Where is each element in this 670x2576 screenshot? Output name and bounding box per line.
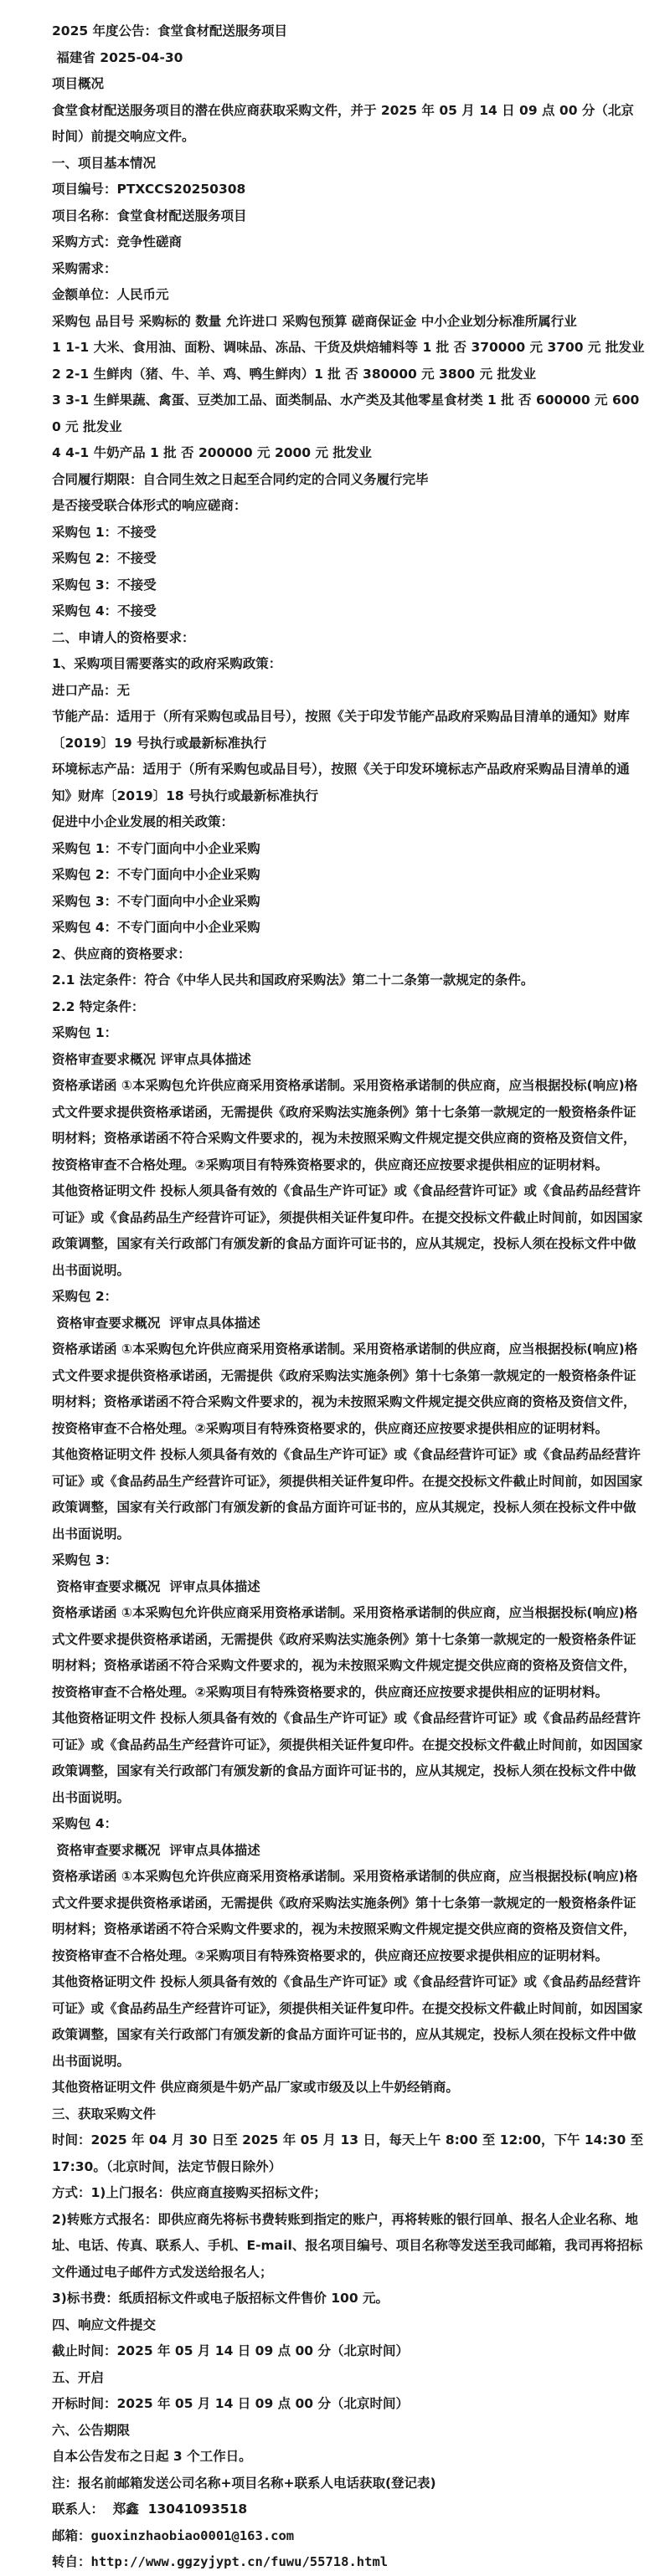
text-line: 资格承诺函 ①本采购包允许供应商采用资格承诺制。采用资格承诺制的供应商，应当根据投标(响应)格式文件要求提供资格承诺函，无需提供《政府采购法实施条例》第十七条第一款规定的一般资格条件证明材料；资格承诺函不符合采购文件要求的，视为未按照采购文件规定提交供应商的资格及资信文件，按资格审查不合格处理。②采购项目有特殊资格要求的，供应商还应按要求提供相应的证明材料。 [52, 1342, 638, 1436]
text-line: 资格审查要求概况 评审点具体描述 [52, 1842, 260, 1858]
text-line: 项目概况 [52, 76, 105, 91]
text-line: 其他资格证明文件 投标人须具备有效的《食品生产许可证》或《食品经营许可证》或《食品药品经营许可证》或《食品药品生产经营许可证》，须提供相关证件复印件。在提交投标文件截止时间前，如因国家政策调整，国家有关行政部门有颁发新的食品方面许可证书的，应从其规定，投标人须在投标文件中做出书面说明。 [52, 1974, 643, 2069]
text-line: 1 1-1 大米、食用油、面粉、调味品、冻品、干货及烘焙辅料等 1 批 否 370000 元 3700 元 批发业 [52, 340, 645, 355]
text-line: 开标时间：2025 年 05 月 14 日 09 点 00 分（北京时间） [52, 2396, 409, 2411]
text-line: 其他资格证明文件 投标人须具备有效的《食品生产许可证》或《食品经营许可证》或《食品药品经营许可证》或《食品药品生产经营许可证》，须提供相关证件复印件。在提交投标文件截止时间前，如因国家政策调整，国家有关行政部门有颁发新的食品方面许可证书的，应从其规定，投标人须在投标文件中做出书面说明。 [52, 1183, 643, 1278]
text-line: 4 4-1 牛奶产品 1 批 否 200000 元 2000 元 批发业 [52, 445, 372, 460]
text-line: 采购包 4：不接受 [52, 603, 157, 618]
text-line: 二、申请人的资格要求： [52, 629, 195, 645]
source-label: 转自： [52, 2554, 91, 2569]
text-line: 是否接受联合体形式的响应磋商： [52, 498, 247, 513]
text-line: 联系人： 郑鑫 13041093518 [52, 2502, 248, 2517]
text-line: 采购包 4： [52, 1816, 118, 1831]
text-line: 方式：1)上门报名：供应商直接购买招标文件； [52, 2185, 327, 2200]
text-line: 采购包 3：不专门面向中小企业采购 [52, 893, 260, 909]
text-line: 采购方式：竞争性磋商 [52, 234, 183, 249]
text-line: 2 2-1 生鲜肉（猪、牛、羊、鸡、鸭生鲜肉）1 批 否 380000 元 3800 元 批发业 [52, 366, 536, 382]
text-line: 促进中小企业发展的相关政策： [52, 814, 234, 829]
announcement-body [52, 18, 648, 2523]
text-line: 采购包 1：不专门面向中小企业采购 [52, 840, 260, 856]
email-address[interactable]: guoxinzhaobiao0001@163.com [90, 2527, 295, 2543]
text-line: 2)转账方式报名：即供应商先将标书费转账到指定的账户，再将转账的银行回单、报名人企业名称、地址、电话、传真、联系人、手机、E-mail、报名项目编号、项目名称等发送至我司邮箱，我司再将招标文件通过电子邮件方式发送给报名人； [52, 2211, 643, 2280]
text-line: 资格承诺函 ①本采购包允许供应商采用资格承诺制。采用资格承诺制的供应商，应当根据投标(响应)格式文件要求提供资格承诺函，无需提供《政府采购法实施条例》第十七条第一款规定的一般资格条件证明材料；资格承诺函不符合采购文件要求的，视为未按照采购文件规定提交供应商的资格及资信文件，按资格审查不合格处理。②采购项目有特殊资格要求的，供应商还应按要求提供相应的证明材料。 [52, 1869, 638, 1963]
text-line: 其他资格证明文件 投标人须具备有效的《食品生产许可证》或《食品经营许可证》或《食品药品经营许可证》或《食品药品生产经营许可证》，须提供相关证件复印件。在提交投标文件截止时间前，如因国家政策调整，国家有关行政部门有颁发新的食品方面许可证书的，应从其规定，投标人须在投标文件中做出书面说明。 [52, 1711, 643, 1805]
text-line: 注：报名前邮箱发送公司名称+项目名称+联系人电话获取(登记表) [52, 2475, 436, 2491]
text-line: 采购包 2：不专门面向中小企业采购 [52, 867, 260, 882]
email-label: 邮箱： [52, 2527, 91, 2543]
text-line: 环境标志产品：适用于（所有采购包或品目号），按照《关于印发环境标志产品政府采购品目清单的通知》财库〔2019〕18 号执行或最新标准执行 [52, 762, 630, 803]
text-line: 采购包 品目号 采购标的 数量 允许进口 采购包预算 磋商保证金 中小企业划分标准所属行业 [52, 313, 577, 329]
text-line: 2.1 法定条件：符合《中华人民共和国政府采购法》第二十二条第一款规定的条件。 [52, 972, 534, 988]
text-line: 2.2 特定条件： [52, 998, 145, 1014]
text-line: 采购包 2：不接受 [52, 551, 157, 566]
text-line: 3)标书费：纸质招标文件或电子版招标文件售价 100 元。 [52, 2291, 389, 2306]
text-line: 采购包 4：不专门面向中小企业采购 [52, 920, 260, 935]
text-line: 金额单位：人民币元 [52, 287, 169, 302]
text-line: 合同履行期限：自合同生效之日起至合同约定的合同义务履行完毕 [52, 471, 429, 487]
text-line: 其他资格证明文件 投标人须具备有效的《食品生产许可证》或《食品经营许可证》或《食品药品经营许可证》或《食品药品生产经营许可证》，须提供相关证件复印件。在提交投标文件截止时间前，如因国家政策调整，国家有关行政部门有颁发新的食品方面许可证书的，应从其规定，投标人须在投标文件中做出书面说明。 [52, 1447, 643, 1542]
text-line: 1、采购项目需要落实的政府采购政策： [52, 656, 282, 671]
source-link[interactable]: http://www.ggzyjypt.cn/fuwu/55718.html [90, 2554, 389, 2569]
text-line: 项目名称：食堂食材配送服务项目 [52, 208, 247, 223]
text-line: 五、开启 [52, 2369, 105, 2385]
text-line: 资格审查要求概况 评审点具体描述 [52, 1315, 260, 1331]
text-line: 福建省 2025-04-30 [52, 49, 183, 65]
text-line: 3 3-1 生鲜果蔬、禽蛋、豆类加工品、面类制品、水产类及其他零星食材类 1 批 否 600000 元 6000 元 批发业 [52, 393, 640, 434]
text-line: 采购包 3：不接受 [52, 577, 157, 593]
text-line: 自本公告发布之日起 3 个工作日。 [52, 2449, 252, 2464]
text-line: 采购包 2： [52, 1289, 118, 1304]
text-line: 采购包 3： [52, 1552, 118, 1568]
text-line: 资格审查要求概况 评审点具体描述 [52, 1578, 260, 1594]
text-line: 节能产品：适用于（所有采购包或品目号），按照《关于印发节能产品政府采购品目清单的通知》财库〔2019〕19 号执行或最新标准执行 [52, 709, 630, 751]
text-line: 2、供应商的资格要求： [52, 946, 191, 962]
text-line: 四、响应文件提交 [52, 2317, 157, 2332]
text-line: 2025 年度公告：食堂食材配送服务项目 [52, 23, 288, 38]
text-line: 截止时间：2025 年 05 月 14 日 09 点 00 分（北京时间） [52, 2343, 409, 2358]
text-line: 六、公告期限 [52, 2422, 131, 2438]
text-line: 食堂食材配送服务项目的潜在供应商获取采购文件，并于 2025 年 05 月 14 日 09 点 00 分（北京时间）前提交响应文件。 [52, 102, 634, 144]
text-line: 进口产品：无 [52, 682, 131, 698]
text-line: 采购包 1：不接受 [52, 524, 157, 540]
text-line: 时间：2025 年 04 月 30 日至 2025 年 05 月 13 日，每天上午 8:00 至 12:00，下午 14:30 至 17:30。（北京时间，法定节假日除外） [52, 2132, 648, 2174]
text-line: 采购包 1： [52, 1025, 118, 1040]
text-line: 资格承诺函 ①本采购包允许供应商采用资格承诺制。采用资格承诺制的供应商，应当根据投标(响应)格式文件要求提供资格承诺函，无需提供《政府采购法实施条例》第十七条第一款规定的一般资格条件证明材料；资格承诺函不符合采购文件要求的，视为未按照采购文件规定提交供应商的资格及资信文件，按资格审查不合格处理。②采购项目有特殊资格要求的，供应商还应按要求提供相应的证明材料。 [52, 1078, 638, 1173]
text-line: 采购需求： [52, 260, 117, 276]
text-line: 一、项目基本情况 [52, 155, 157, 171]
text-line: 其他资格证明文件 供应商须是牛奶产品厂家或市级及以上牛奶经销商。 [52, 2080, 459, 2095]
text-line: 资格审查要求概况 评审点具体描述 [52, 1051, 251, 1067]
text-line: 项目编号：PTXCCS20250308 [52, 182, 246, 197]
text-line: 资格承诺函 ①本采购包允许供应商采用资格承诺制。采用资格承诺制的供应商，应当根据投标(响应)格式文件要求提供资格承诺函，无需提供《政府采购法实施条例》第十七条第一款规定的一般资格条件证明材料；资格承诺函不符合采购文件要求的，视为未按照采购文件规定提交供应商的资格及资信文件，按资格审查不合格处理。②采购项目有特殊资格要求的，供应商还应按要求提供相应的证明材料。 [52, 1605, 638, 1700]
text-line: 三、获取采购文件 [52, 2106, 157, 2122]
email-line [52, 2523, 645, 2550]
